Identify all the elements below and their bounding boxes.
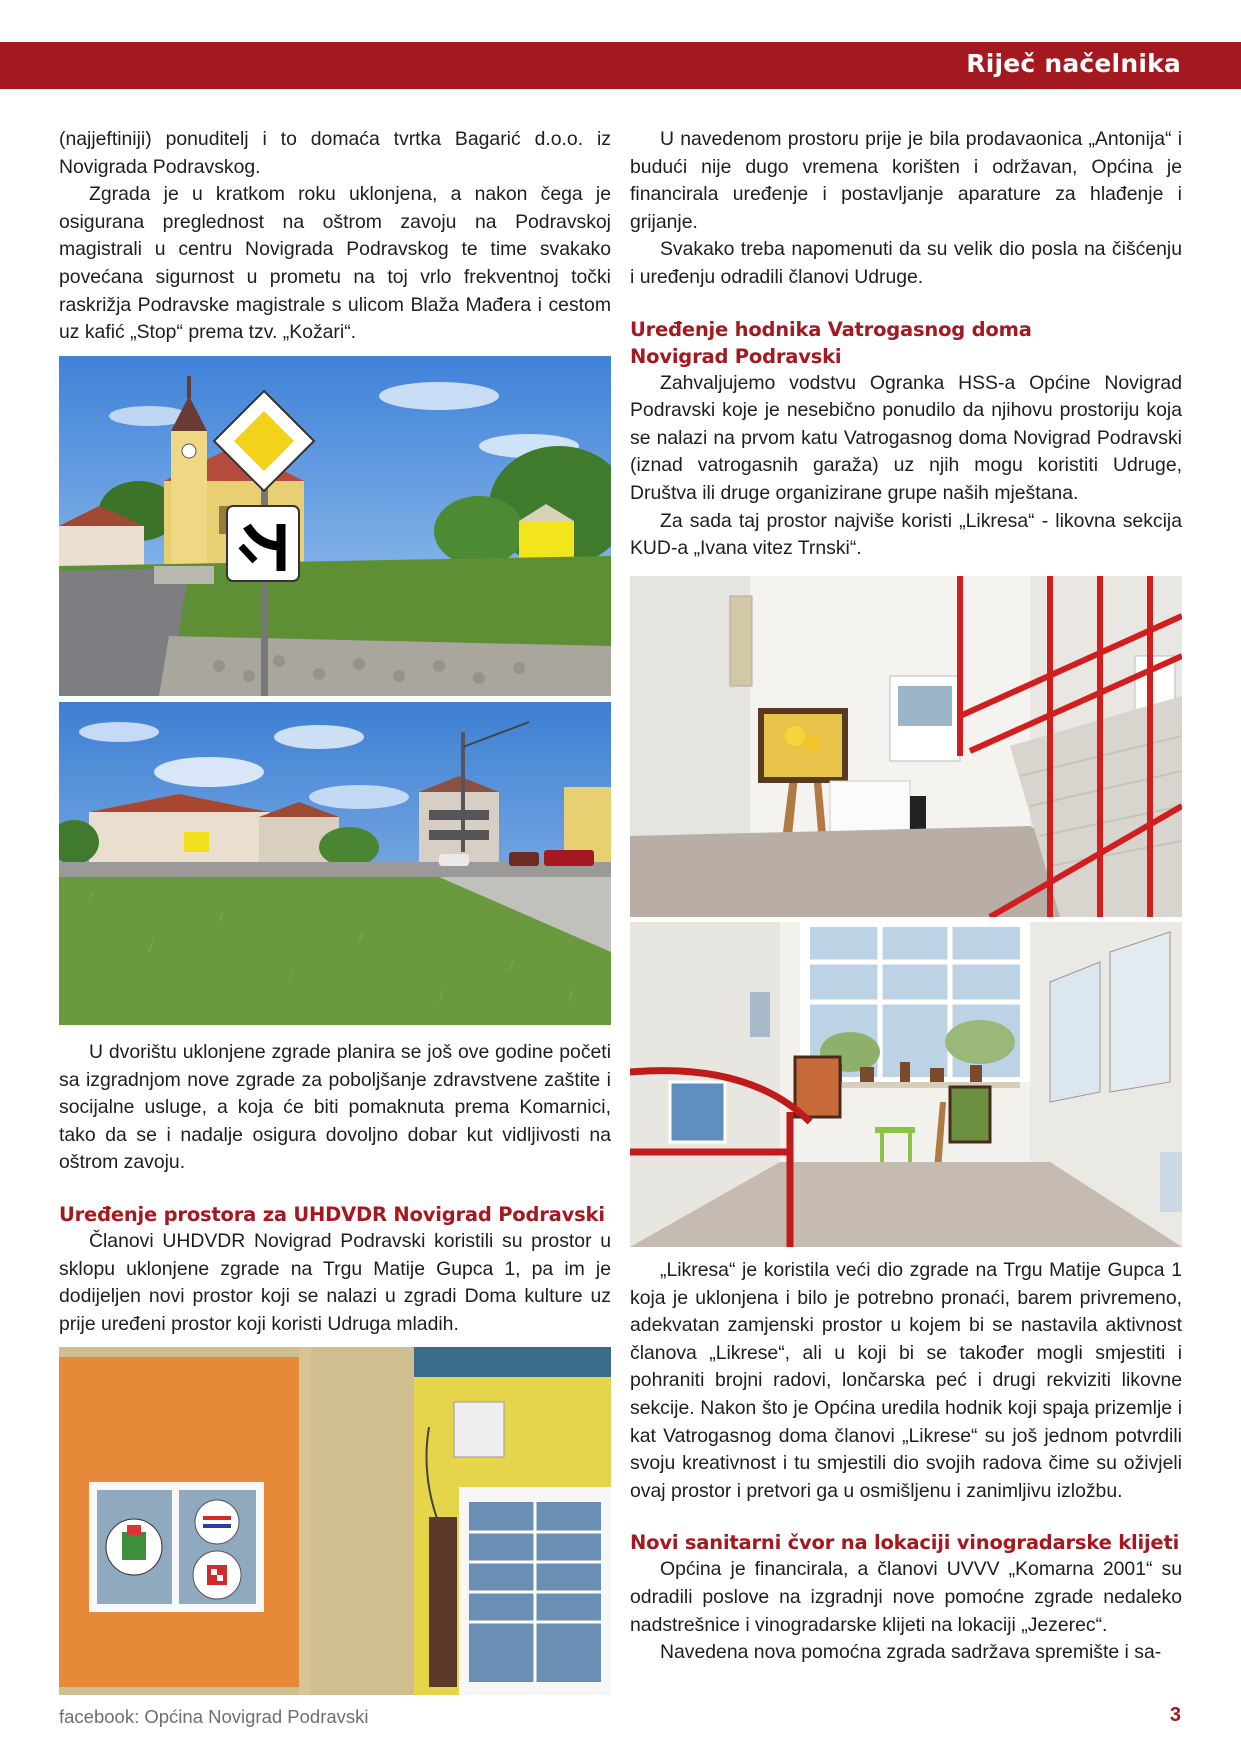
- page-number: 3: [1169, 1704, 1181, 1726]
- heading-uhdvdr: Uređenje prostora za UHDVDR Novigrad Podravski: [59, 1202, 605, 1226]
- paragraph: U dvorištu uklonjene zgrade planira se još ove godine početi sa izgradnjom nove zgrade za poboljšanje zdravstvene zaštite i socijalne usluge, a koja će biti pomaknuta prema Komarnici, tako da se i nadalje osigura dovoljno dobar kut vidljivosti na oštrom zavoju.: [59, 1041, 611, 1174]
- paragraph: Svakako treba napomenuti da su velik dio posla na čišćenju i uređenju odradili članovi Udruge.: [630, 238, 1182, 288]
- heading-hodnik: [630, 316, 1182, 370]
- paragraph: U navedenom prostoru prije je bila prodavaonica „Antonija“ i budući nije dugo vremena korišten i održavan, Općina je financirala uređenje i postavljanje aparature za hlađenje i grijanje.: [630, 128, 1182, 233]
- section-header-bar: [0, 42, 1241, 89]
- heading-sanitarni: Novi sanitarni čvor na lokaciji vinogradarske klijeti: [630, 1531, 1180, 1555]
- photo-intersection-square: [59, 702, 611, 1025]
- photo-gallery-hallway: [630, 922, 1182, 1247]
- photo-uhdvdr-window: [59, 1347, 611, 1695]
- paragraph: Zgrada je u kratkom roku uklonjena, a nakon čega je osigurana preglednost na oštrom zavoju na Podravskoj magistrali u centru Novigrada Podravskog te time svakako povećana sigurnost u prometu na toj vrlo frekventnoj točki raskrižja Podravske magistrale s ulicom Blaža Mađera i cestom uz kafić „Stop“ prema tzv. „Kožari“.: [59, 183, 611, 344]
- paragraph: Članovi UHDVDR Novigrad Podravski koristili su prostor u sklopu uklonjene zgrade na Trgu Matije Gupca 1, pa im je dodijeljen novi prostor koji se nalazi u zgradi Doma kulture uz prije uređeni prostor koji koristi Udruga mladih.: [59, 1229, 611, 1335]
- right-column-bottom: [630, 1257, 1182, 1667]
- heading-hodnik-line2: Novigrad Podravski: [630, 344, 842, 368]
- left-column-bottom: [59, 1039, 611, 1338]
- photo-church-road-sign: [59, 356, 611, 696]
- paragraph: (najjeftiniji) ponuditelj i to domaća tvrtka Bagarić d.o.o. iz Novigrada Podravskog.: [59, 128, 611, 178]
- paragraph: Za sada taj prostor najviše koristi „Likresa“ - likovna sekcija KUD-a „Ivana vitez Trnski“.: [630, 509, 1182, 560]
- heading-hodnik-line1: Uređenje hodnika Vatrogasnog doma: [630, 317, 1032, 341]
- paragraph: Navedena nova pomoćna zgrada sadržava spremište i sa-: [660, 1641, 1162, 1664]
- paragraph: „Likresa“ je koristila veći dio zgrade na Trgu Matije Gupca 1 koja je uklonjena i bilo je potrebno pronaći, barem privremeno, adekvatan zamjenski prostor u kojem bi se nastavila aktivnost članova „Likrese“, ali u koji bi se također mogli smjestiti i pohraniti brojni radovi, lončarska peć i drugi rekviziti likovne sekcije. Nakon što je Općina uredila hodnik koji spaja prizemlje i kat Vatrogasnog doma članovi „Likrese“ su još jednom potvrdili svoju kreativnost i tu smjestili dio svojih radova čime su oživjeli ovaj prostor i pretvori ga u osmišljenu i zanimljivu izložbu.: [630, 1259, 1182, 1502]
- section-title: Riječ načelnika: [966, 49, 1181, 78]
- left-column-top: [59, 126, 611, 347]
- photo-staircase-easel: [630, 576, 1182, 917]
- right-column-top: [630, 126, 1182, 563]
- paragraph: Općina je financirala, a članovi UVVV „Komarna 2001“ su odradili poslove na izgradnji nove pomoćne zgrade nedaleko nadstrešnice i vinogradarske klijeti na lokaciji „Jezerec“.: [630, 1558, 1182, 1636]
- footer-facebook: facebook: Općina Novigrad Podravski: [59, 1706, 369, 1727]
- paragraph: Zahvaljujemo vodstvu Ogranka HSS-a Općine Novigrad Podravski koje je nesebično ponudilo da njihovu prostoriju koja se nalazi na prvom katu Vatrogasnog doma Novigrad Podravski (iznad vatrogasnih garaža) uz njih mogu koristiti Udruge, Društva ili druge organizirane grupe naših mještana.: [630, 371, 1182, 504]
